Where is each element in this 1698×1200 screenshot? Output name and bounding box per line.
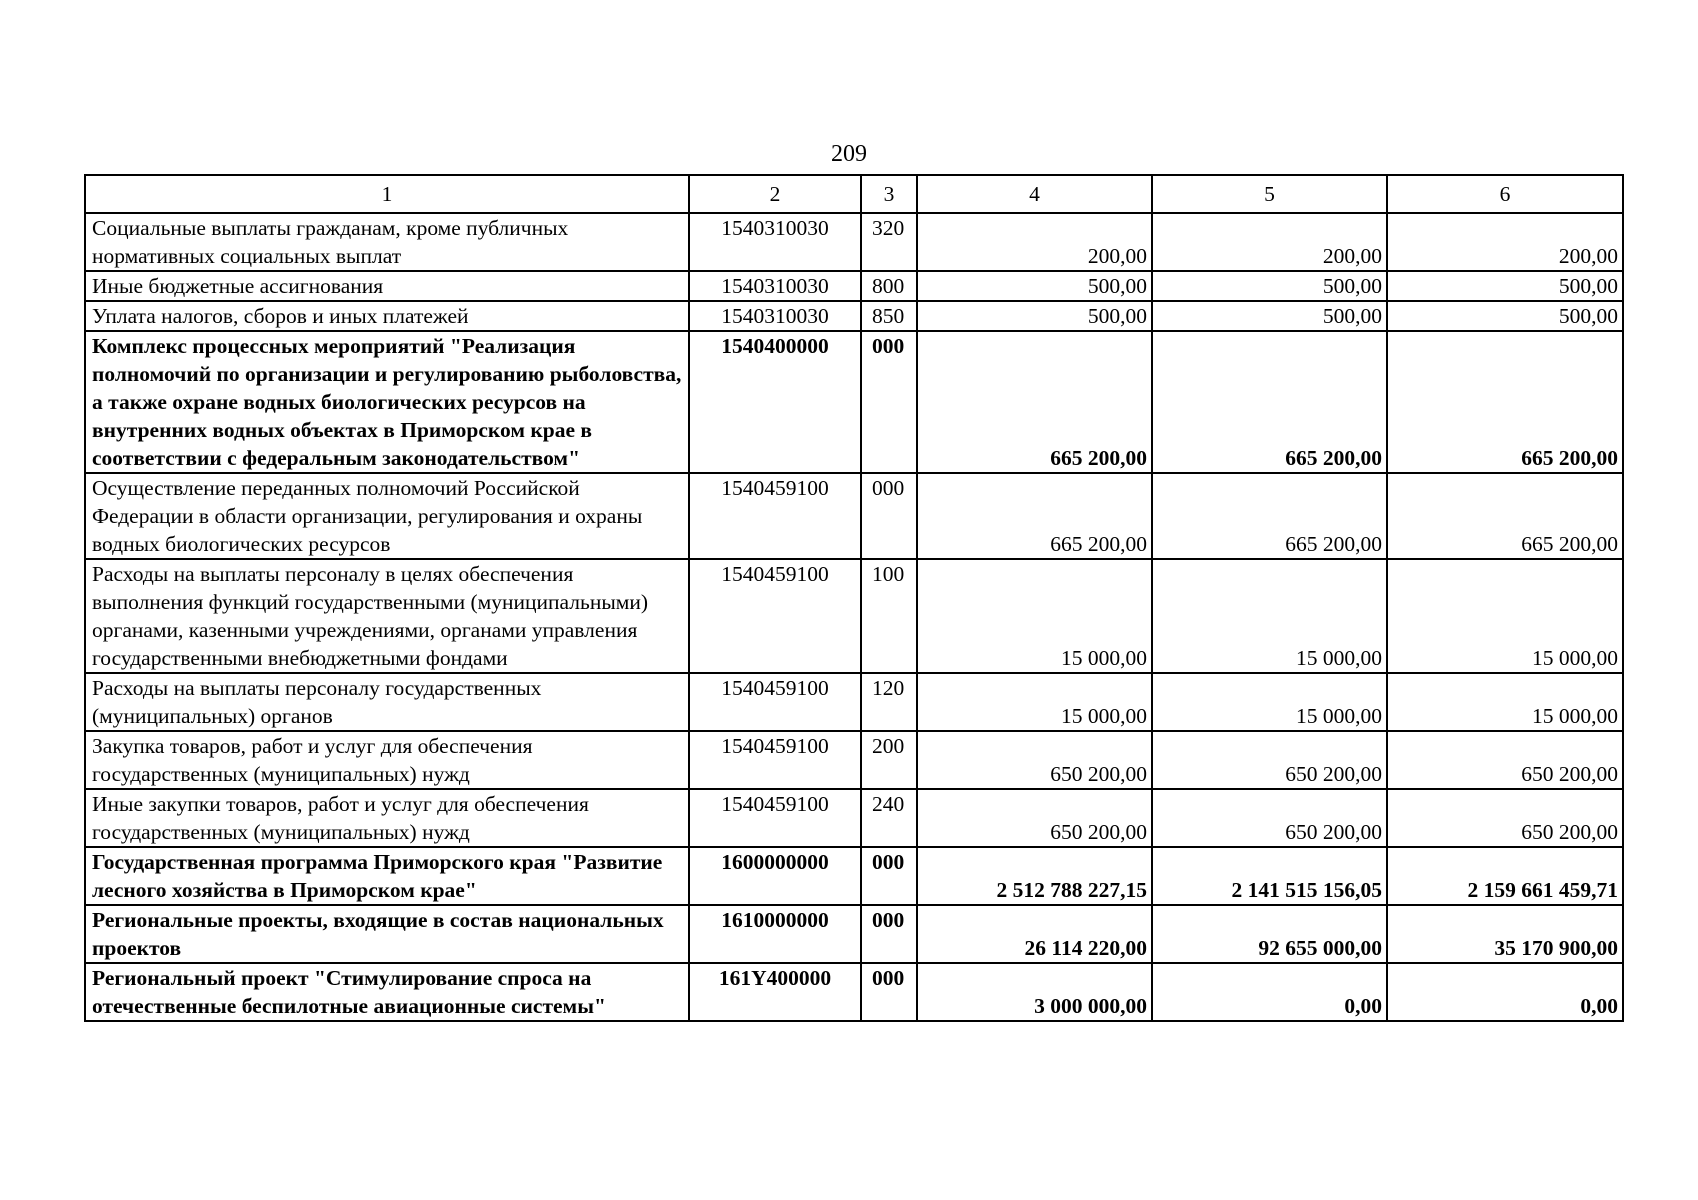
row-amount-col4: 15 000,00 <box>917 559 1152 673</box>
row-expense-type: 800 <box>861 271 917 301</box>
table-row <box>85 473 1623 559</box>
column-header-4: 4 <box>917 175 1152 213</box>
row-expense-type: 000 <box>861 331 917 473</box>
table-row <box>85 905 1623 963</box>
row-amount-col4: 3 000 000,00 <box>917 963 1152 1021</box>
row-name: Социальные выплаты гражданам, кроме публичных нормативных социальных выплат <box>85 213 689 271</box>
table-body <box>85 213 1623 1021</box>
row-amount-col5: 500,00 <box>1152 271 1387 301</box>
table-row <box>85 331 1623 473</box>
table-row <box>85 673 1623 731</box>
column-header-3: 3 <box>861 175 917 213</box>
row-amount-col4: 500,00 <box>917 271 1152 301</box>
row-amount-col4: 665 200,00 <box>917 473 1152 559</box>
row-amount-col5: 665 200,00 <box>1152 331 1387 473</box>
column-header-1: 1 <box>85 175 689 213</box>
row-amount-col6: 650 200,00 <box>1387 731 1623 789</box>
row-name: Иные бюджетные ассигнования <box>85 271 689 301</box>
row-target-code: 161Y400000 <box>689 963 861 1021</box>
row-amount-col4: 650 200,00 <box>917 789 1152 847</box>
row-name: Расходы на выплаты персоналу в целях обеспечения выполнения функций государственными (муниципальными) органами, казенными учреждениями, органами управления государственными внебюджетными фондами <box>85 559 689 673</box>
row-target-code: 1540310030 <box>689 213 861 271</box>
table-row <box>85 559 1623 673</box>
row-target-code: 1540459100 <box>689 473 861 559</box>
page-number: 209 <box>831 141 867 167</box>
row-amount-col4: 665 200,00 <box>917 331 1152 473</box>
row-expense-type: 200 <box>861 731 917 789</box>
row-amount-col6: 665 200,00 <box>1387 331 1623 473</box>
table-row <box>85 213 1623 271</box>
table-row <box>85 789 1623 847</box>
row-target-code: 1540459100 <box>689 731 861 789</box>
column-header-5: 5 <box>1152 175 1387 213</box>
row-expense-type: 000 <box>861 847 917 905</box>
header-row <box>85 175 1623 213</box>
row-amount-col5: 92 655 000,00 <box>1152 905 1387 963</box>
row-amount-col6: 500,00 <box>1387 271 1623 301</box>
row-amount-col6: 2 159 661 459,71 <box>1387 847 1623 905</box>
row-amount-col5: 0,00 <box>1152 963 1387 1021</box>
row-name: Комплекс процессных мероприятий "Реализация полномочий по организации и регулированию рыболовства, а также охране водных биологических ресурсов на внутренних водных объектах в Приморском крае в соответствии с федеральным законодательством" <box>85 331 689 473</box>
row-name: Иные закупки товаров, работ и услуг для обеспечения государственных (муниципальных) нужд <box>85 789 689 847</box>
row-amount-col6: 0,00 <box>1387 963 1623 1021</box>
row-target-code: 1610000000 <box>689 905 861 963</box>
row-amount-col6: 15 000,00 <box>1387 673 1623 731</box>
row-amount-col5: 500,00 <box>1152 301 1387 331</box>
row-expense-type: 240 <box>861 789 917 847</box>
row-amount-col4: 26 114 220,00 <box>917 905 1152 963</box>
row-expense-type: 100 <box>861 559 917 673</box>
row-amount-col5: 200,00 <box>1152 213 1387 271</box>
row-amount-col5: 15 000,00 <box>1152 559 1387 673</box>
row-expense-type: 120 <box>861 673 917 731</box>
table-row <box>85 731 1623 789</box>
table-row <box>85 271 1623 301</box>
row-name: Уплата налогов, сборов и иных платежей <box>85 301 689 331</box>
row-amount-col4: 15 000,00 <box>917 673 1152 731</box>
row-name: Государственная программа Приморского края "Развитие лесного хозяйства в Приморском крае" <box>85 847 689 905</box>
row-amount-col5: 650 200,00 <box>1152 731 1387 789</box>
row-amount-col6: 200,00 <box>1387 213 1623 271</box>
row-target-code: 1540459100 <box>689 789 861 847</box>
row-amount-col4: 500,00 <box>917 301 1152 331</box>
row-target-code: 1540459100 <box>689 559 861 673</box>
row-amount-col5: 15 000,00 <box>1152 673 1387 731</box>
row-expense-type: 000 <box>861 963 917 1021</box>
column-header-6: 6 <box>1387 175 1623 213</box>
row-amount-col5: 2 141 515 156,05 <box>1152 847 1387 905</box>
row-amount-col6: 665 200,00 <box>1387 473 1623 559</box>
row-name: Региональные проекты, входящие в состав национальных проектов <box>85 905 689 963</box>
row-amount-col6: 650 200,00 <box>1387 789 1623 847</box>
row-target-code: 1540400000 <box>689 331 861 473</box>
row-target-code: 1540310030 <box>689 271 861 301</box>
row-name: Региональный проект "Стимулирование спроса на отечественные беспилотные авиационные системы" <box>85 963 689 1021</box>
row-target-code: 1540310030 <box>689 301 861 331</box>
budget-table <box>84 174 1624 1022</box>
row-amount-col5: 665 200,00 <box>1152 473 1387 559</box>
row-amount-col5: 650 200,00 <box>1152 789 1387 847</box>
row-name: Осуществление переданных полномочий Российской Федерации в области организации, регулирования и охраны водных биологических ресурсов <box>85 473 689 559</box>
row-amount-col4: 200,00 <box>917 213 1152 271</box>
row-name: Закупка товаров, работ и услуг для обеспечения государственных (муниципальных) нужд <box>85 731 689 789</box>
row-amount-col6: 35 170 900,00 <box>1387 905 1623 963</box>
row-amount-col4: 650 200,00 <box>917 731 1152 789</box>
row-target-code: 1600000000 <box>689 847 861 905</box>
row-amount-col4: 2 512 788 227,15 <box>917 847 1152 905</box>
row-expense-type: 000 <box>861 473 917 559</box>
row-amount-col6: 15 000,00 <box>1387 559 1623 673</box>
row-expense-type: 000 <box>861 905 917 963</box>
column-header-2: 2 <box>689 175 861 213</box>
row-expense-type: 320 <box>861 213 917 271</box>
table-row <box>85 847 1623 905</box>
row-expense-type: 850 <box>861 301 917 331</box>
row-name: Расходы на выплаты персоналу государственных (муниципальных) органов <box>85 673 689 731</box>
row-target-code: 1540459100 <box>689 673 861 731</box>
row-amount-col6: 500,00 <box>1387 301 1623 331</box>
table-row <box>85 301 1623 331</box>
table-row <box>85 963 1623 1021</box>
